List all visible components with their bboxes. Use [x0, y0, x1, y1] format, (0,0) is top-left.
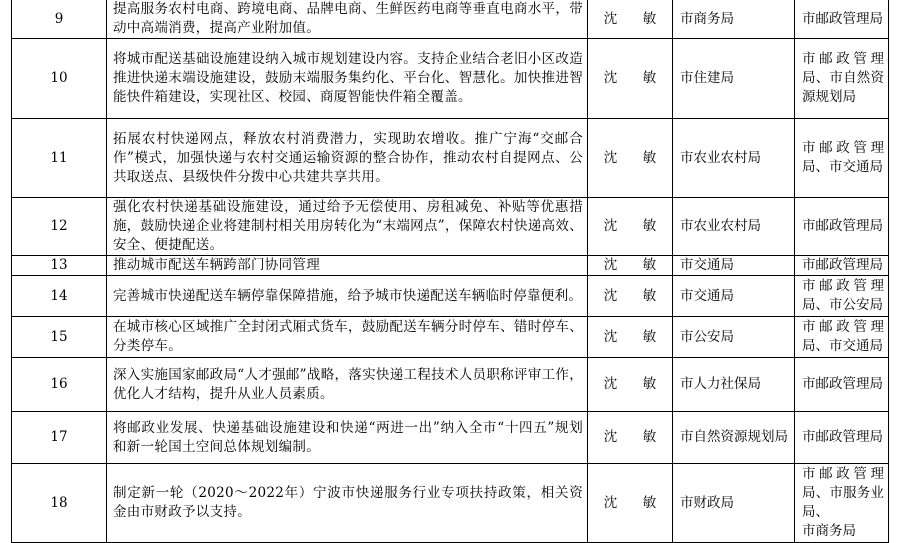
task-description: 深入实施国家邮政局“人才强邮”战略，落实快递工程技术人员职称评审工作，优化人才结构，提升从业人员素质。 [107, 358, 588, 412]
lead-department: 市人力社保局 [673, 358, 795, 412]
task-table [11, 0, 889, 543]
row-number: 13 [12, 256, 107, 276]
lead-person: 沈 敏 [588, 317, 673, 358]
table-row [12, 412, 889, 464]
task-description: 推动城市配送车辆跨部门协同管理 [107, 256, 588, 276]
lead-department: 市公安局 [673, 317, 795, 358]
lead-department: 市交通局 [673, 256, 795, 276]
cooperating-department-text: 市邮政管理局 [802, 218, 883, 234]
table-row [12, 198, 889, 256]
lead-person: 沈 敏 [588, 198, 673, 256]
table-row [12, 358, 889, 412]
lead-person: 沈 敏 [588, 256, 673, 276]
cooperating-departments [795, 412, 889, 464]
cooperating-departments [795, 39, 889, 119]
cooperating-department-text: 市商务局 [802, 523, 856, 539]
lead-person: 沈 敏 [588, 358, 673, 412]
row-number: 16 [12, 358, 107, 412]
task-description: 制定新一轮（2020～2022年）宁波市快递服务行业专项扶持政策，相关资金由市财政予以支持。 [107, 464, 588, 543]
cooperating-departments [795, 464, 889, 543]
cooperating-departments [795, 256, 889, 276]
cooperating-department-text: 市邮政管理局 [802, 429, 883, 445]
table-row [12, 317, 889, 358]
lead-department: 市商务局 [673, 0, 795, 39]
task-description: 将城市配送基础设施建设纳入城市规划建设内容。支持企业结合老旧小区改造推进快递末端设施建设，鼓励末端服务集约化、平台化、智慧化。加快推进智能快件箱建设，实现社区、校园、商厦智能快件箱全覆盖。 [107, 39, 588, 119]
lead-person: 沈 敏 [588, 464, 673, 543]
task-description: 强化农村快递基础设施建设，通过给予无偿使用、房租减免、补贴等优惠措施，鼓励快递企业将建制村相关用房转化为“末端网点”，保障农村快递高效、安全、便捷配送。 [107, 198, 588, 256]
task-table-body [12, 0, 889, 543]
row-number: 10 [12, 39, 107, 119]
cooperating-department-text: 市邮政管理局、市交通局 [802, 319, 884, 354]
cooperating-department-text: 市邮政管理局、市服务业局、 [802, 466, 884, 520]
cooperating-department-text: 市邮政管理局 [802, 10, 883, 27]
lead-department: 市交通局 [673, 276, 795, 317]
task-description: 提高服务农村电商、跨境电商、品牌电商、生鲜医药电商等垂直电商水平，带动中高端消费，提高产业附加值。 [107, 0, 588, 39]
table-row [12, 464, 889, 543]
task-description: 在城市核心区域推广全封闭式厢式货车，鼓励配送车辆分时停车、错时停车、分类停车。 [107, 317, 588, 358]
row-number: 14 [12, 276, 107, 317]
table-row [12, 39, 889, 119]
cooperating-department-text: 市邮政管理局、市自然资源规划局 [802, 51, 884, 105]
lead-person: 沈 敏 [588, 0, 673, 39]
cooperating-departments [795, 198, 889, 256]
cooperating-departments [795, 358, 889, 412]
row-number: 18 [12, 464, 107, 543]
task-description: 将邮政业发展、快递基础设施建设和快递“两进一出”纳入全市“十四五”规划和新一轮国土空间总体规划编制。 [107, 412, 588, 464]
table-row [12, 276, 889, 317]
task-description: 完善城市快递配送车辆停靠保障措施，给予城市快递配送车辆临时停靠便利。 [107, 276, 588, 317]
cooperating-departments [795, 317, 889, 358]
lead-department: 市财政局 [673, 464, 795, 543]
task-description: 拓展农村快递网点，释放农村消费潜力，实现助农增收。推广宁海“交邮合作”模式，加强快递与农村交通运输资源的整合协作，推动农村自提网点、公共取送点、县级快件分拨中心共建共享共用。 [107, 119, 588, 198]
table-row [12, 119, 889, 198]
table-row [12, 256, 889, 276]
lead-department: 市农业农村局 [673, 119, 795, 198]
lead-person: 沈 敏 [588, 412, 673, 464]
cooperating-departments [795, 119, 889, 198]
row-number: 9 [12, 0, 107, 39]
cooperating-department-text: 市邮政管理局 [802, 257, 883, 273]
lead-department: 市自然资源规划局 [673, 412, 795, 464]
lead-department: 市农业农村局 [673, 198, 795, 256]
lead-person: 沈 敏 [588, 119, 673, 198]
cooperating-departments [795, 276, 889, 317]
cooperating-department-text: 市邮政管理局 [802, 376, 883, 392]
lead-department: 市住建局 [673, 39, 795, 119]
row-number: 15 [12, 317, 107, 358]
row-number: 12 [12, 198, 107, 256]
cooperating-departments [795, 0, 889, 39]
table-row [12, 0, 889, 39]
lead-person: 沈 敏 [588, 276, 673, 317]
row-number: 17 [12, 412, 107, 464]
row-number: 11 [12, 119, 107, 198]
cooperating-department-text: 市邮政管理局、市交通局 [802, 140, 884, 175]
lead-person: 沈 敏 [588, 39, 673, 119]
cooperating-department-text: 市邮政管理局、市公安局 [802, 278, 884, 313]
